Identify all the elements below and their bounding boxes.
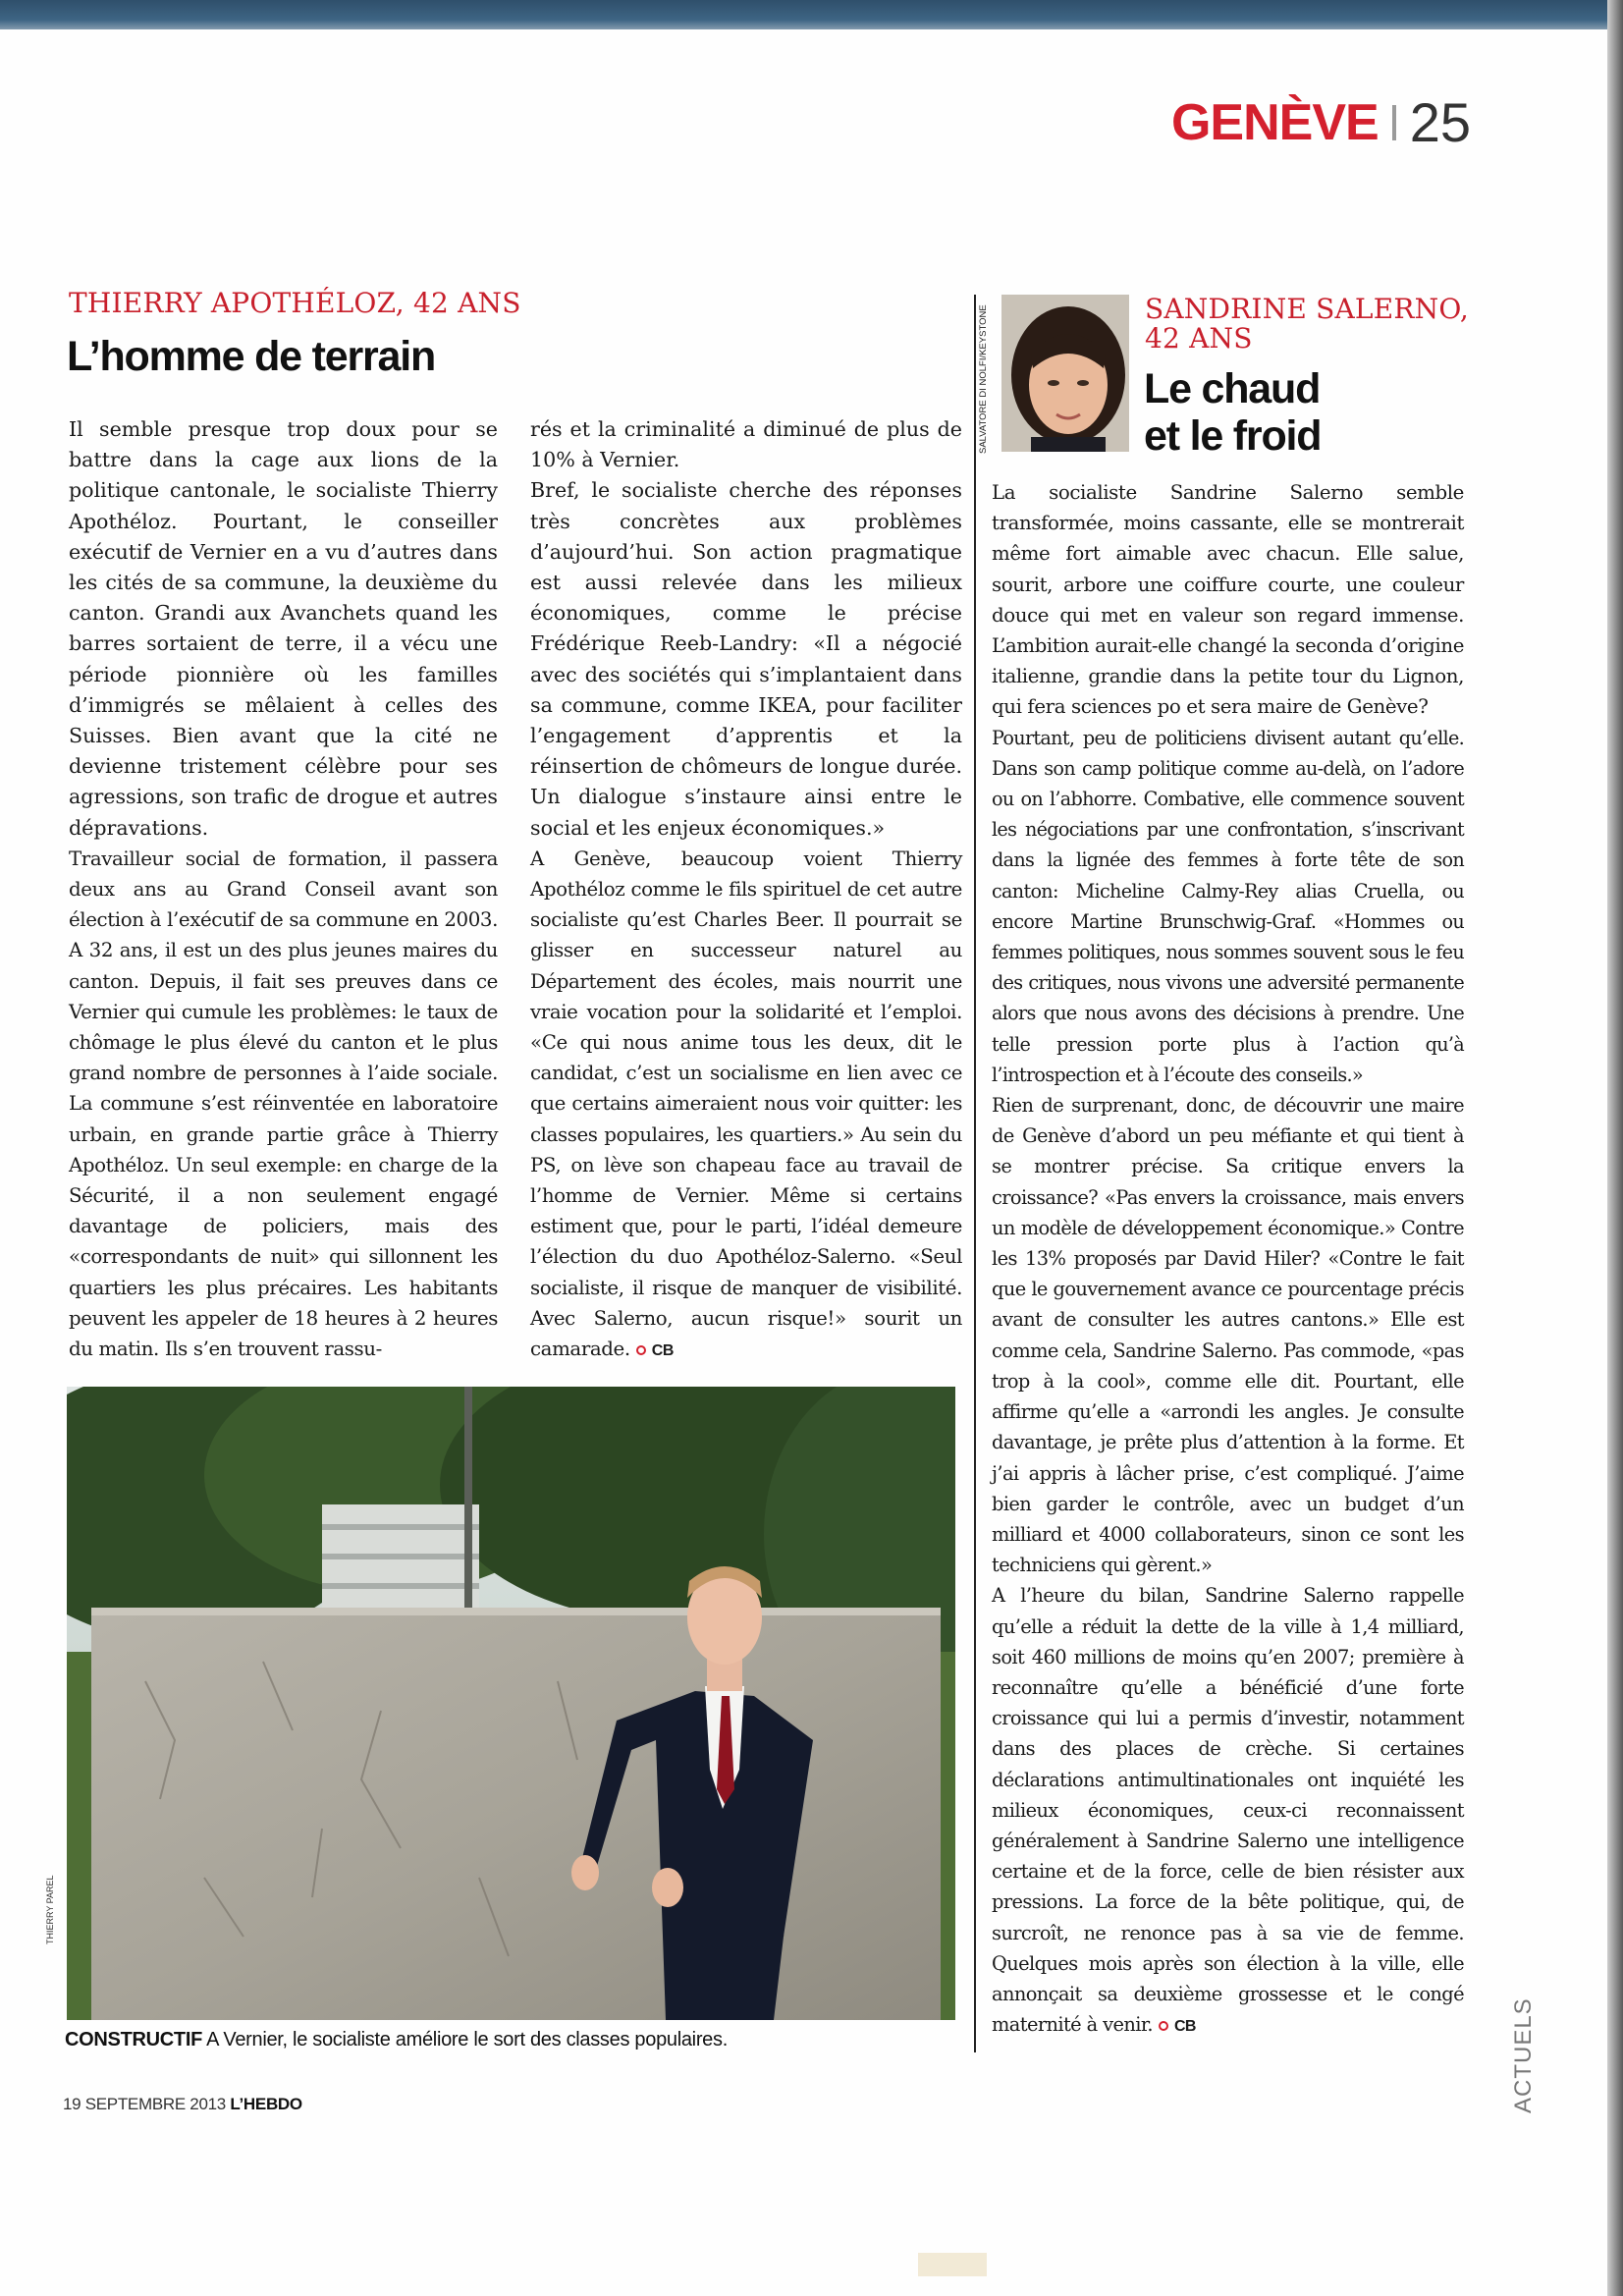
paragraph: La socialiste Sandrine Salerno semble transformée, moins cassante, elle se montrerait même fort aimable avec chacun. Elle salue, sourit, arbore une coiffure courte, une couleur douce qui met en valeur son regard immense. L’ambition aurait-elle changé la seconda d’origine italienne, grandie dans la petite tour du Lignon, qui fera sciences po et sera maire de Genève? (992, 481, 1464, 719)
paragraph: Rien de surprenant, donc, de découvrir une maire de Genève d’abord un peu méfiante et qui tient à se montrer précise. Sa critique envers la croissance? «Pas envers la croissance, mais envers un modèle de développement économique.» Contre les 13% proposés par David Hiler? «Contre le fait que le gouvernement avance ce pourcentage précis avant de consulter les autres cantons.» Elle est comme cela, Sandrine Salerno. Pas commode, «pas trop à la cool», comme elle dit. Pourtant, elle affirme qu’elle a «arrondi les angles. Je consulte davantage, je prête plus d’attention à la forme. Et j’ai appris à lâcher prise, c’est compliqué. J’aime bien garder le contrôle, avec un budget d’un milliard et 4000 collaborateurs, sinon ce sont les techniciens qui gèrent.» (992, 1094, 1464, 1577)
paragraph (992, 1580, 1464, 2041)
right-article-column (992, 477, 1464, 2042)
right-kicker-line-1: SANDRINE SALERNO, (1145, 293, 1469, 325)
scan-edge-top (0, 0, 1623, 33)
footer-magazine: L’HEBDO (230, 2095, 302, 2113)
right-headline-line-2: et le froid (1144, 412, 1322, 460)
caption-text: A Vernier, le socialiste améliore le sort des classes populaires. (202, 2029, 728, 2050)
right-headline (1144, 365, 1321, 460)
footer-date: 19 SEPTEMBRE 2013 (63, 2095, 231, 2113)
right-kicker-line-2: 42 ANS (1145, 322, 1253, 355)
left-article-column-1 (69, 414, 498, 1364)
paragraph: Pourtant, peu de politiciens divisent autant qu’elle. Dans son camp politique comme au-delà, on l’adore ou on l’abhorre. Combative, elle commence souvent les négociations par une confrontation, s’inscrivant dans la lignée des femmes à forte tête de son canton: Micheline Calmy-Rey alias Cruella, ou encore Martine Brunschwig-Graf. «Hommes ou femmes politiques, nous sommes souvent sous le feu des critiques, nous vivons une adversité permanente alors que nous avons des décisions à prendre. Une telle pression porte plus à l’action qu’à l’introspection et à l’écoute des conseils.» (992, 726, 1464, 1086)
caption-lead: CONSTRUCTIF (65, 2029, 203, 2050)
left-kicker: THIERRY APOTHÉLOZ, 42 ANS (69, 287, 521, 319)
photo-thierry-apotheloz (67, 1387, 955, 2020)
column-divider (974, 295, 976, 2052)
photo-credit (45, 1925, 124, 1944)
right-kicker (1145, 295, 1469, 354)
signature-initials: CB (1173, 2017, 1196, 2035)
portrait-illustration (1001, 295, 1129, 452)
paragraph (530, 844, 962, 1366)
section-separator (1392, 105, 1396, 140)
signature-dot-icon (1159, 2021, 1168, 2031)
paragraph: rés et la criminalité a diminué de plus de 10% à Vernier. (530, 417, 962, 472)
signature-dot-icon (636, 1345, 646, 1355)
paragraph: Travailleur social de formation, il passera deux ans au Grand Conseil avant son élection à l’exécutif de sa commune en 2003. A 32 ans, il est un des plus jeunes maires du canton. Depuis, il fait ses preuves dans ce Vernier qui cumule les problèmes: le taux de chômage le plus élevé du canton et le plus grand nombre de personnes à l’aide sociale. La commune s’est réinventée en laboratoire urbain, en grande partie grâce à Thierry Apothéloz. Un seul exemple: en charge de la Sécurité, il a non seulement engagé davantage de policiers, mais des «correspondants de nuit» qui sillonnent les quartiers les plus précaires. Les habitants peuvent les appeler de 18 heures à 2 heures du matin. Ils s’en trouvent rassu- (69, 847, 498, 1361)
scan-edge-right (1607, 0, 1623, 2296)
signature (1153, 2011, 1196, 2042)
signature (630, 1336, 674, 1366)
page-footer (63, 2095, 302, 2114)
scan-tape-mark (918, 2253, 987, 2276)
left-article-column-2 (530, 414, 962, 1366)
paragraph: Bref, le socialiste cherche des réponses très concrètes aux problèmes d’aujourd’hui. Son action pragmatique est aussi relevée dans les milieux économiques, comme le précise Frédérique Reeb-Landry: «Il a négocié avec des sociétés qui s’implantaient dans sa commune, comme IKEA, pour faciliter l’engagement d’apprentis et la réinsertion de chômeurs de longue durée. Un dialogue s’instaure ainsi entre le social et les enjeux économiques.» (530, 478, 962, 840)
page-number: 25 (1409, 91, 1471, 153)
signature-initials: CB (651, 1341, 675, 1359)
portrait-sandrine-salerno (1001, 295, 1129, 452)
section-header (1171, 90, 1471, 154)
right-headline-line-1: Le chaud (1144, 365, 1321, 412)
side-section-label: ACTUELS (1510, 1997, 1537, 2113)
photo-caption (65, 2029, 958, 2051)
photo-illustration (67, 1387, 955, 2020)
portrait-credit: SALVATORE DI NOLFI/KEYSTONE (978, 304, 989, 454)
paragraph-text: A l’heure du bilan, Sandrine Salerno rappelle qu’elle a réduit la dette de la ville à 1,4 milliard, soit 460 millions de moins qu’en 2007; première à reconnaître qu’elle a bénéficié d’une forte croissance qui lui a permis d’investir, notamment dans des places de crèche. Si certaines déclarations antimultinationales ont inquiété les milieux économiques, ceux-ci reconnaissent généralement à Sandrine Salerno une intelligence certaine et de la force, celle de bien résister aux pressions. La force de la bête politique, qui, de surcroît, ne renonce pas à sa vie de femme. Quelques mois après son élection à la ville, elle annonçait sa deuxième grossesse et le congé maternité à venir. (992, 1584, 1464, 2037)
left-headline: L’homme de terrain (67, 333, 436, 380)
section-name: GENÈVE (1170, 93, 1379, 151)
paragraph: Il semble presque trop doux pour se battre dans la cage aux lions de la politique cantonale, le socialiste Thierry Apothéloz. Pourtant, le conseiller exécutif de Vernier en a vu d’autres dans les cités de sa commune, la deuxième du canton. Grandi aux Avanchets quand les barres sortaient de terre, il a vécu une période pionnière où les familles d’immigrés se mêlaient à celles des Suisses. Bien avant que la cité ne devienne tristement célèbre pour ses agressions, son trafic de drogue et autres dépravations. (69, 417, 498, 840)
paragraph-text: A Genève, beaucoup voient Thierry Apothéloz comme le fils spirituel de cet autre socialiste qu’est Charles Beer. Il pourrait se glisser en successeur naturel au Département des écoles, mais nourrit une vraie vocation pour la solidarité et l’emploi. «Ce qui nous anime tous les deux, dit le candidat, c’est un socialisme en lien avec ce que certains aimeraient nous voir quitter: les classes populaires, les quartiers.» Au sein du PS, on lève son chapeau face au travail de l’homme de Vernier. Même si certains estiment que, pour le parti, l’idéal demeure l’élection du duo Apothéloz-Salerno. «Seul socialiste, il risque de manquer de visibilité. Avec Salerno, aucun risque!» sourit un camarade. (530, 847, 962, 1361)
